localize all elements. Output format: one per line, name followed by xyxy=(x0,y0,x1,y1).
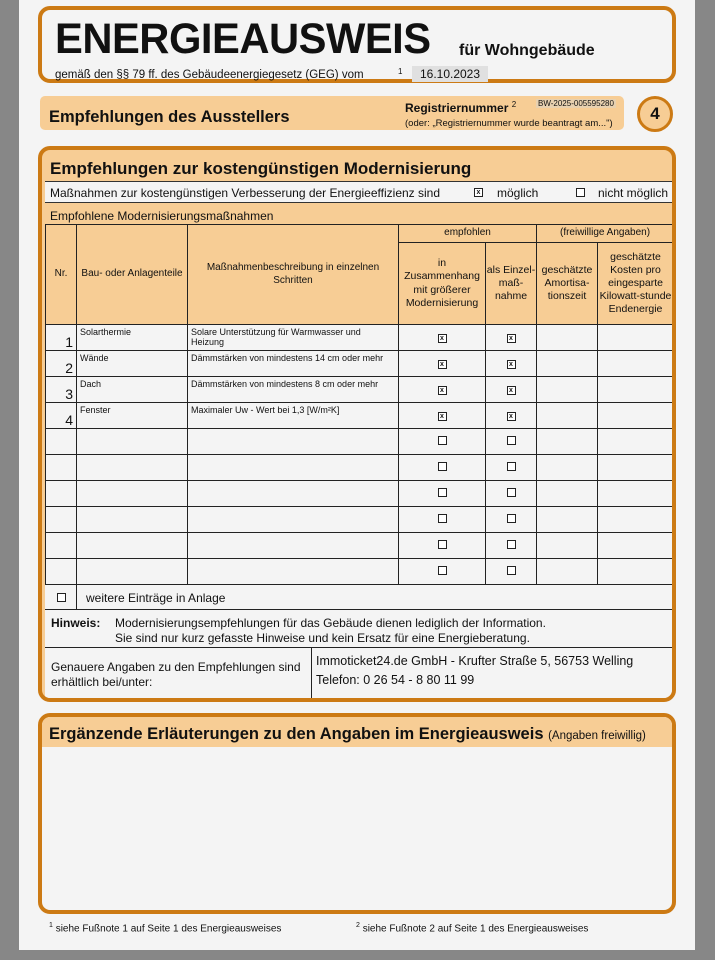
in-context-checkbox[interactable]: x xyxy=(438,334,447,343)
row-component[interactable] xyxy=(77,507,188,533)
footnote-1-number: 1 xyxy=(49,922,53,929)
header-in-context: in Zusammenhang mit größerer Modernisierung xyxy=(399,243,486,325)
row-component[interactable]: Fenster xyxy=(77,403,188,429)
row-cost[interactable] xyxy=(598,351,674,377)
row-description[interactable] xyxy=(188,533,399,559)
row-cost[interactable] xyxy=(598,533,674,559)
hint-text-line2: Sie sind nur kurz gefasste Hinweise und kein Ersatz für eine Energieberatung. xyxy=(115,631,530,645)
modernization-title: Empfehlungen zur kostengünstigen Modernisierung xyxy=(50,159,472,178)
hint-row xyxy=(45,609,673,647)
single-measure-checkbox[interactable] xyxy=(507,488,516,497)
contact-label-line2: erhältlich bei/unter: xyxy=(51,675,153,689)
row-nr xyxy=(46,429,77,455)
recommended-measures-label: Empfohlene Modernisierungsmaßnahmen xyxy=(50,209,274,223)
row-description[interactable]: Solare Unterstützung für Warmwasser und Heizung xyxy=(188,325,399,351)
in-context-checkbox[interactable] xyxy=(438,488,447,497)
table-row xyxy=(46,429,674,455)
row-amortization[interactable] xyxy=(537,351,598,377)
supplementary-box xyxy=(38,713,676,914)
table-row xyxy=(46,481,674,507)
header-component: Bau- oder Anlagenteile xyxy=(77,225,188,325)
row-description[interactable] xyxy=(188,559,399,585)
possibility-text: Maßnahmen zur kostengünstigen Verbesserung der Energieeffizienz sind xyxy=(50,186,441,200)
date-field[interactable]: 16.10.2023 xyxy=(412,66,488,82)
row-component[interactable] xyxy=(77,455,188,481)
row-nr: 1 xyxy=(46,325,77,351)
row-description[interactable]: Dämmstärken von mindestens 8 cm oder mehr xyxy=(188,377,399,403)
row-component[interactable]: Wände xyxy=(77,351,188,377)
supplementary-title xyxy=(49,725,646,744)
page-number-badge: 4 xyxy=(637,96,673,132)
registration-number-field[interactable]: BW-2025-005595280 xyxy=(538,99,614,108)
row-description[interactable] xyxy=(188,481,399,507)
table-row xyxy=(46,507,674,533)
row-amortization[interactable] xyxy=(537,559,598,585)
row-component[interactable] xyxy=(77,533,188,559)
row-amortization[interactable] xyxy=(537,455,598,481)
registration-label-text: Registriernummer xyxy=(405,101,509,115)
hint-label: Hinweis: xyxy=(51,616,101,630)
supplementary-content-area[interactable] xyxy=(46,751,668,906)
in-context-checkbox[interactable]: x xyxy=(438,386,447,395)
header-amortization: geschätzte Amortisa-tionszeit xyxy=(537,243,598,325)
footnote-2 xyxy=(356,922,588,934)
row-cost[interactable] xyxy=(598,403,674,429)
row-description[interactable]: Dämmstärken von mindestens 14 cm oder mehr xyxy=(188,351,399,377)
in-context-checkbox[interactable] xyxy=(438,436,447,445)
supplementary-title-text: Ergänzende Erläuterungen zu den Angaben im Energieausweis xyxy=(49,725,544,743)
row-amortization[interactable] xyxy=(537,403,598,429)
row-nr xyxy=(46,481,77,507)
single-measure-checkbox[interactable] xyxy=(507,540,516,549)
row-amortization[interactable] xyxy=(537,325,598,351)
divider xyxy=(311,648,312,700)
single-measure-checkbox[interactable] xyxy=(507,436,516,445)
single-measure-checkbox[interactable] xyxy=(507,514,516,523)
modernization-box xyxy=(38,146,676,702)
header-optional-group: (freiwillige Angaben) xyxy=(537,225,674,243)
supplementary-title-note: (Angaben freiwillig) xyxy=(548,730,646,742)
single-measure-checkbox[interactable] xyxy=(507,462,516,471)
header-nr: Nr. xyxy=(46,225,77,325)
footnote-ref-2: 2 xyxy=(511,100,517,109)
hint-text-line1: Modernisierungsempfehlungen für das Gebäude dienen lediglich der Information. xyxy=(115,616,546,630)
contact-label-line1: Genauere Angaben zu den Empfehlungen sind xyxy=(51,660,301,674)
row-nr: 3 xyxy=(46,377,77,403)
row-description[interactable] xyxy=(188,429,399,455)
in-context-checkbox[interactable] xyxy=(438,462,447,471)
possible-checkbox[interactable]: x xyxy=(474,188,483,197)
single-measure-checkbox[interactable] xyxy=(507,566,516,575)
table-row xyxy=(46,559,674,585)
row-amortization[interactable] xyxy=(537,429,598,455)
header-single-measure: als Einzel-maß-nahme xyxy=(486,243,537,325)
more-entries-label: weitere Einträge in Anlage xyxy=(86,591,226,605)
in-context-checkbox[interactable]: x xyxy=(438,360,447,369)
row-nr: 2 xyxy=(46,351,77,377)
row-cost[interactable] xyxy=(598,325,674,351)
header-cost-per-kwh: geschätzte Kosten pro eingesparte Kilowatt-stunde Endenergie xyxy=(598,243,674,325)
measures-table xyxy=(45,224,674,585)
in-context-checkbox[interactable] xyxy=(438,540,447,549)
possible-label: möglich xyxy=(497,186,539,200)
contact-row xyxy=(45,647,673,699)
row-nr xyxy=(46,559,77,585)
row-cost[interactable] xyxy=(598,377,674,403)
row-cost[interactable] xyxy=(598,507,674,533)
row-nr xyxy=(46,533,77,559)
more-entries-row xyxy=(45,584,673,609)
contact-address[interactable]: Immoticket24.de GmbH - Krufter Straße 5, 56753 Welling xyxy=(316,654,634,668)
header-description: Maßnahmenbeschreibung in einzelnen Schritten xyxy=(188,225,399,325)
table-row xyxy=(46,403,674,429)
table-row xyxy=(46,325,674,351)
law-reference: gemäß den §§ 79 ff. des Gebäudeenergiegesetz (GEG) vom xyxy=(55,69,364,81)
header-recommended-group: empfohlen xyxy=(399,225,537,243)
single-measure-checkbox[interactable]: x xyxy=(507,334,516,343)
in-context-checkbox[interactable]: x xyxy=(438,412,447,421)
row-amortization[interactable] xyxy=(537,507,598,533)
footnote-2-text: siehe Fußnote 2 auf Seite 1 des Energieausweises xyxy=(362,923,589,935)
registration-label xyxy=(405,100,516,115)
single-measure-checkbox[interactable]: x xyxy=(507,360,516,369)
not-possible-checkbox[interactable] xyxy=(576,188,585,197)
in-context-checkbox[interactable] xyxy=(438,566,447,575)
registration-note: (oder: „Registriernummer wurde beantragt am...") xyxy=(405,118,613,129)
header-box xyxy=(38,6,676,83)
footnote-2-number: 2 xyxy=(356,922,360,929)
not-possible-label: nicht möglich xyxy=(598,186,669,200)
single-measure-checkbox[interactable]: x xyxy=(507,412,516,421)
footnote-1-text: siehe Fußnote 1 auf Seite 1 des Energieausweises xyxy=(55,923,282,935)
divider xyxy=(76,585,77,610)
supplementary-header xyxy=(42,717,672,747)
section-bar xyxy=(40,96,624,130)
in-context-checkbox[interactable] xyxy=(438,514,447,523)
row-cost[interactable] xyxy=(598,429,674,455)
row-amortization[interactable] xyxy=(537,377,598,403)
row-description[interactable] xyxy=(188,455,399,481)
table-row xyxy=(46,455,674,481)
row-component[interactable] xyxy=(77,559,188,585)
table-row xyxy=(46,377,674,403)
section-title: Empfehlungen des Ausstellers xyxy=(49,108,290,126)
row-component[interactable]: Dach xyxy=(77,377,188,403)
row-cost[interactable] xyxy=(598,559,674,585)
table-row xyxy=(46,351,674,377)
document-subtitle: für Wohngebäude xyxy=(459,42,595,59)
row-amortization[interactable] xyxy=(537,533,598,559)
footnote-ref-1: 1 xyxy=(398,67,403,76)
table-row xyxy=(46,533,674,559)
single-measure-checkbox[interactable]: x xyxy=(507,386,516,395)
document-title: ENERGIEAUSWEIS xyxy=(55,15,431,63)
row-cost[interactable] xyxy=(598,455,674,481)
possibility-row xyxy=(45,181,673,203)
row-description[interactable]: Maximaler Uw - Wert bei 1,3 [W/m²K] xyxy=(188,403,399,429)
row-nr: 4 xyxy=(46,403,77,429)
row-nr xyxy=(46,507,77,533)
row-amortization[interactable] xyxy=(537,481,598,507)
row-component[interactable] xyxy=(77,481,188,507)
row-component[interactable]: Solarthermie xyxy=(77,325,188,351)
more-entries-checkbox[interactable] xyxy=(57,593,66,602)
row-cost[interactable] xyxy=(598,481,674,507)
row-component[interactable] xyxy=(77,429,188,455)
footnote-1 xyxy=(49,922,281,934)
row-nr xyxy=(46,455,77,481)
contact-phone[interactable]: Telefon: 0 26 54 - 8 80 11 99 xyxy=(316,673,475,687)
row-description[interactable] xyxy=(188,507,399,533)
